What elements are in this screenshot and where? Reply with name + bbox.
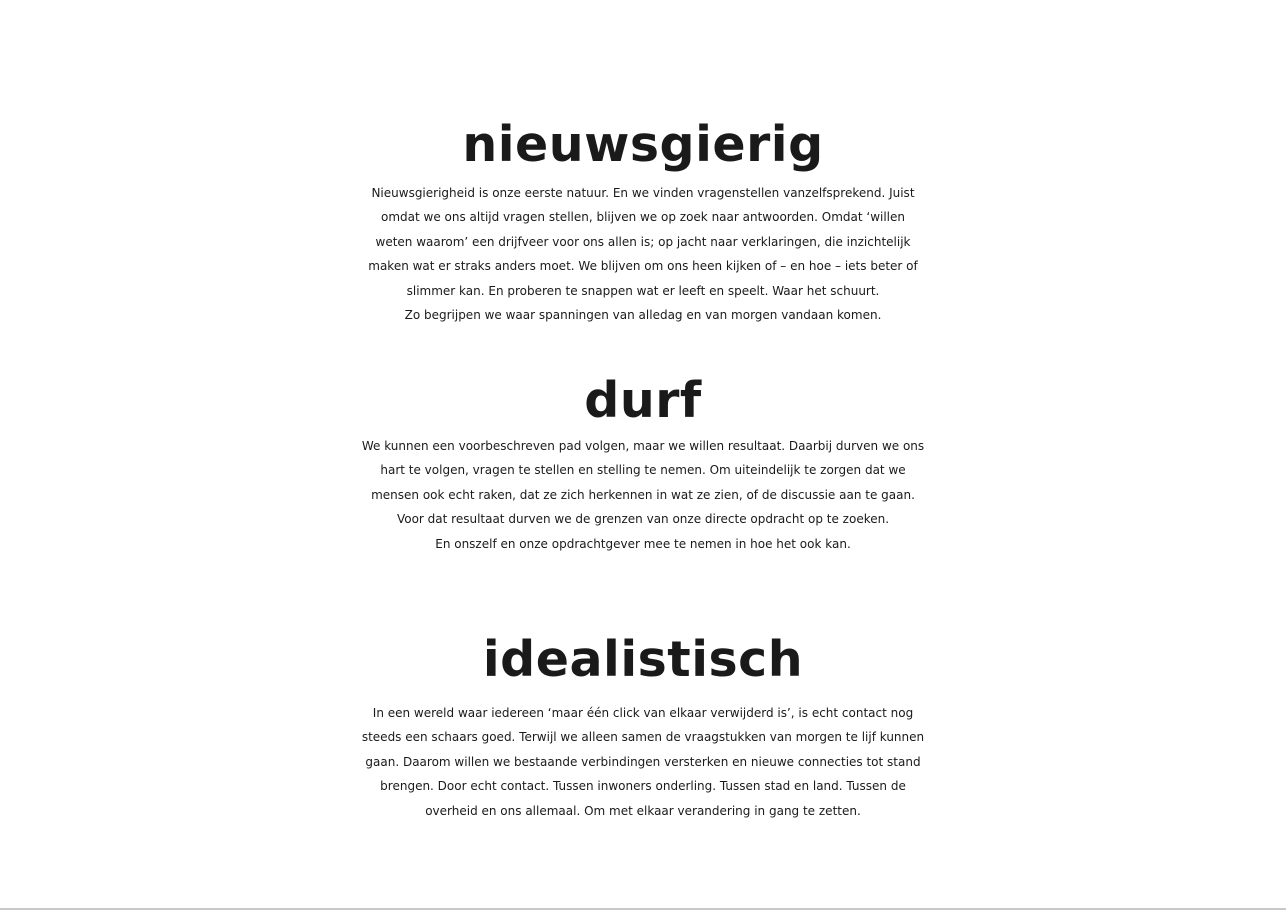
section-body — [0, 701, 1286, 823]
section-body — [0, 181, 1286, 327]
body-line: We kunnen een voorbeschreven pad volgen, maar we willen resultaat. Daarbij durven we ons — [361, 439, 925, 453]
body-line: Nieuwsgierigheid is onze eerste natuur. En we vinden vragenstellen vanzelfsprekend. Juist — [371, 186, 915, 200]
body-line: En onszelf en onze opdrachtgever mee te nemen in hoe het ook kan. — [435, 536, 851, 551]
section-nieuwsgierig — [0, 117, 1286, 327]
body-line: weten waarom’ een drijfveer voor ons allen is; op jacht naar verklaringen, die inzichtelijk — [375, 234, 911, 249]
section-idealistisch — [0, 632, 1286, 823]
body-line: overheid en ons allemaal. Om met elkaar verandering in gang te zetten. — [425, 803, 861, 818]
body-line: In een wereld waar iedereen ‘maar één click van elkaar verwijderd is’, is echt contact nog — [372, 706, 914, 720]
section-durf — [0, 373, 1286, 556]
section-heading: nieuwsgierig — [462, 116, 824, 173]
body-line: slimmer kan. En proberen te snappen wat er leeft en speelt. Waar het schuurt. — [406, 283, 880, 298]
body-line: steeds een schaars goed. Terwijl we alleen samen de vraagstukken van morgen te lijf kunnen — [361, 730, 925, 745]
body-line: Zo begrijpen we waar spanningen van alledag en van morgen vandaan komen. — [404, 308, 882, 323]
section-heading: idealistisch — [482, 631, 804, 688]
body-line: gaan. Daarom willen we bestaande verbindingen versterken en nieuwe connecties tot stand — [365, 754, 921, 769]
body-line: maken wat er straks anders moet. We blijven om ons heen kijken of – en hoe – iets beter of — [368, 259, 918, 274]
body-line: brengen. Door echt contact. Tussen inwoners onderling. Tussen stad en land. Tussen de — [380, 779, 906, 794]
body-line: Voor dat resultaat durven we de grenzen van onze directe opdracht op te zoeken. — [396, 512, 890, 527]
section-heading: durf — [584, 372, 702, 429]
section-body — [0, 434, 1286, 556]
body-line: hart te volgen, vragen te stellen en stelling te nemen. Om uiteindelijk te zorgen dat we — [380, 463, 906, 478]
body-line: mensen ook echt raken, dat ze zich herkennen in wat ze zien, of de discussie aan te gaan. — [371, 487, 915, 502]
body-line: omdat we ons altijd vragen stellen, blijven we op zoek naar antwoorden. Omdat ‘willen — [381, 210, 905, 225]
